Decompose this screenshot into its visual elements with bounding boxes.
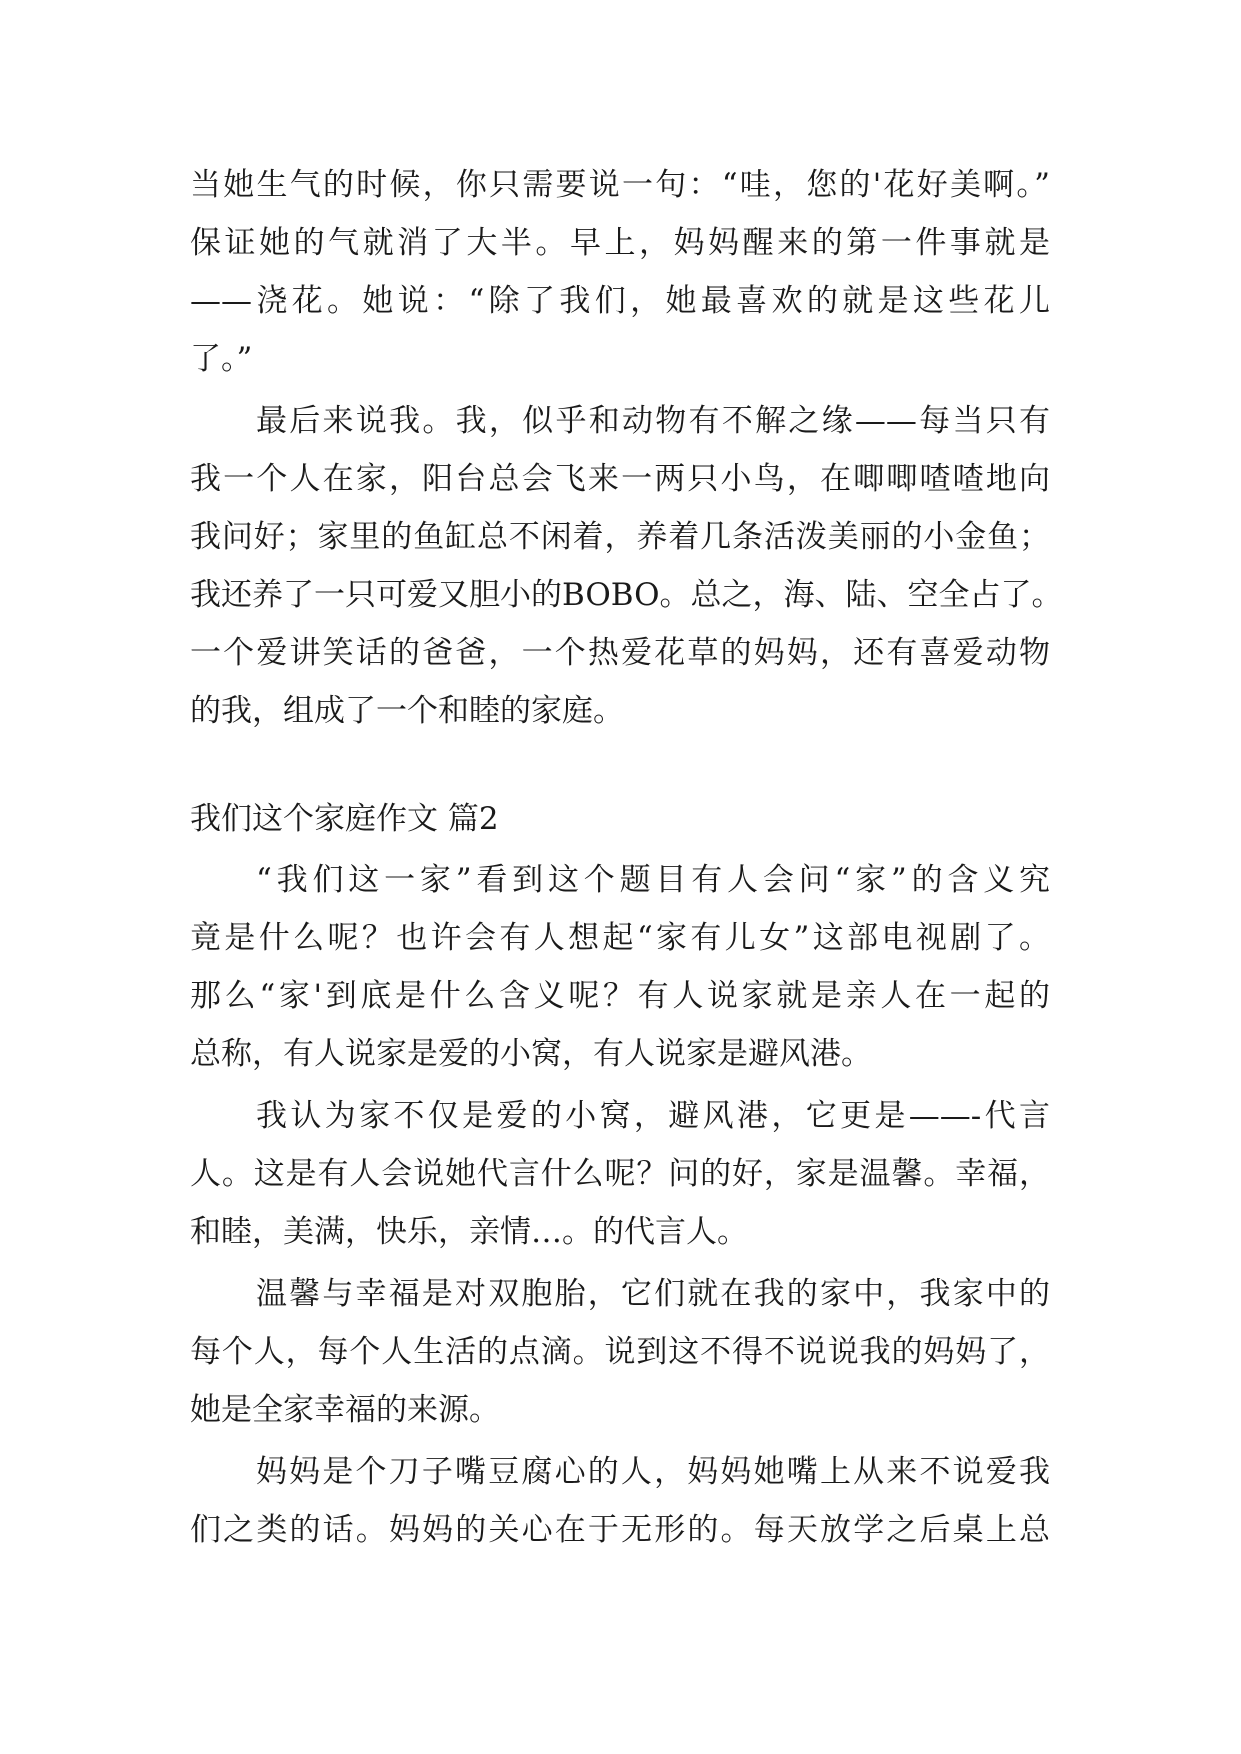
text-line: ——浇花。她说：“除了我们，她最喜欢的就是这些花儿: [190, 283, 1050, 319]
text-line: 我一个人在家，阳台总会飞来一两只小鸟，在唧唧喳喳地向: [190, 461, 1050, 497]
text-line: 她是全家幸福的来源。: [190, 1392, 500, 1428]
text-line: 我问好；家里的鱼缸总不闲着，养着几条活泼美丽的小金鱼；: [190, 519, 1050, 555]
section-title: 我们这个家庭作文 篇2: [190, 801, 499, 837]
text-line: 们之类的话。妈妈的关心在于无形的。每天放学之后桌上总: [190, 1512, 1050, 1548]
text-line: 了。”: [190, 341, 253, 377]
text-line: 的我，组成了一个和睦的家庭。: [190, 693, 624, 729]
text-line: “我们这一家”看到这个题目有人会问“家”的含义究: [256, 862, 1050, 898]
text-line: 保证她的气就消了大半。早上，妈妈醒来的第一件事就是: [190, 225, 1050, 261]
text-line: 和睦，美满，快乐，亲情…。的代言人。: [190, 1214, 748, 1250]
text-line: 人。这是有人会说她代言什么呢？问的好，家是温馨。幸福，: [190, 1156, 1050, 1192]
text-line: 我认为家不仅是爱的小窝，避风港，它更是——-代言: [256, 1098, 1050, 1134]
text-line: 妈妈是个刀子嘴豆腐心的人，妈妈她嘴上从来不说爱我: [256, 1454, 1050, 1490]
text-line: 总称，有人说家是爱的小窝，有人说家是避风港。: [190, 1036, 872, 1072]
text-line: 我还养了一只可爱又胆小的BOBO。总之，海、陆、空全占了。: [190, 577, 1063, 613]
text-line: 竟是什么呢？也许会有人想起“家有儿女”这部电视剧了。: [190, 920, 1050, 956]
text-line: 那么“家'到底是什么含义呢？有人说家就是亲人在一起的: [190, 978, 1050, 1014]
text-line: 最后来说我。我，似乎和动物有不解之缘——每当只有: [256, 403, 1050, 439]
text-line: 一个爱讲笑话的爸爸，一个热爱花草的妈妈，还有喜爱动物: [190, 635, 1050, 671]
text-line: 每个人，每个人生活的点滴。说到这不得不说说我的妈妈了，: [190, 1334, 1050, 1370]
text-line: 温馨与幸福是对双胞胎，它们就在我的家中，我家中的: [256, 1276, 1050, 1312]
text-line: 当她生气的时候，你只需要说一句：“哇，您的'花好美啊。”: [190, 167, 1050, 203]
